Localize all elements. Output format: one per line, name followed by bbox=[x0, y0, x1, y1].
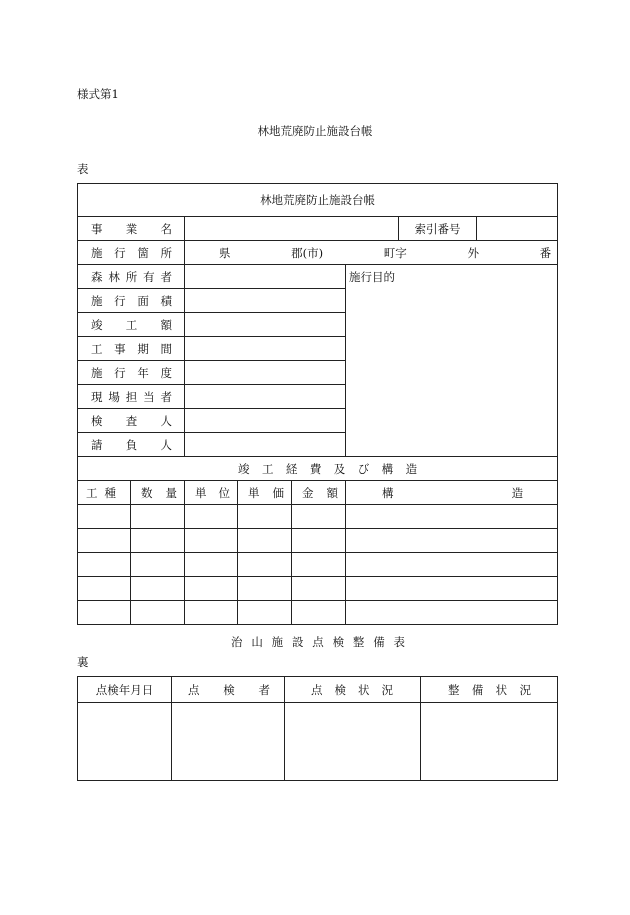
label-char: 行 bbox=[114, 293, 126, 308]
label-char: 業 bbox=[125, 221, 138, 236]
label-char: 検 bbox=[334, 682, 346, 697]
document-title: 林地荒廃防止施設台帳 bbox=[257, 124, 373, 138]
location-outer: 外 bbox=[467, 245, 479, 260]
label-char: 構 bbox=[381, 461, 394, 476]
label-char: 量 bbox=[165, 485, 177, 500]
maintenance-status-cell[interactable] bbox=[421, 703, 558, 781]
cost-cell[interactable] bbox=[78, 577, 131, 601]
cost-cell[interactable] bbox=[238, 505, 292, 529]
label-char: 当 bbox=[143, 389, 155, 404]
inspection-status-cell[interactable] bbox=[285, 703, 421, 781]
col-unit-price bbox=[238, 481, 292, 505]
facility-ledger-table bbox=[77, 183, 558, 625]
label-char: 箇 bbox=[137, 245, 149, 260]
forest-owner-label bbox=[78, 265, 185, 289]
label-char: 検 bbox=[223, 682, 235, 697]
inspector-cell[interactable] bbox=[172, 703, 285, 781]
structure-cell[interactable] bbox=[346, 505, 558, 529]
label-char: 況 bbox=[519, 682, 531, 697]
label-char: 価 bbox=[272, 485, 284, 500]
cost-cell[interactable] bbox=[238, 601, 292, 625]
label-char: 状 bbox=[495, 682, 508, 697]
label-char: 竣 bbox=[238, 461, 250, 476]
label-char: 事 bbox=[91, 221, 103, 236]
location-county: 郡(市) bbox=[291, 245, 324, 260]
label-char: 人 bbox=[160, 437, 172, 452]
col-work-type bbox=[78, 481, 131, 505]
label-char: 工 bbox=[86, 485, 98, 500]
front-side-label: 表 bbox=[77, 162, 89, 176]
label-char: 整 bbox=[352, 635, 365, 649]
cost-cell[interactable] bbox=[78, 505, 131, 529]
label-char: 点 bbox=[311, 682, 323, 697]
label-char: 数 bbox=[141, 485, 153, 500]
cost-row bbox=[78, 553, 558, 577]
purpose-label: 施行目的 bbox=[349, 270, 395, 284]
label-char: 所 bbox=[125, 269, 138, 284]
cost-cell[interactable] bbox=[292, 505, 346, 529]
fiscal-year-field[interactable] bbox=[185, 361, 346, 385]
cost-cell[interactable] bbox=[185, 505, 238, 529]
fiscal-year-label bbox=[78, 361, 185, 385]
cost-cell[interactable] bbox=[78, 553, 131, 577]
label-char: 治 bbox=[231, 635, 243, 649]
inspector-label bbox=[78, 409, 185, 433]
col-quantity bbox=[131, 481, 185, 505]
label-char: 額 bbox=[326, 485, 338, 500]
location-number: 番 bbox=[539, 245, 552, 260]
label-char: 竣 bbox=[91, 317, 103, 332]
label-char: 位 bbox=[218, 485, 230, 500]
structure-cell[interactable] bbox=[346, 601, 558, 625]
label-char: 状 bbox=[358, 682, 370, 697]
label-char: 請 bbox=[91, 437, 103, 452]
label-char: 構 bbox=[382, 485, 394, 500]
location-town: 町字 bbox=[383, 245, 407, 260]
label-char: 年 bbox=[137, 365, 149, 380]
label-char: 種 bbox=[104, 485, 116, 500]
cost-cell[interactable] bbox=[238, 553, 292, 577]
label-char: 森 bbox=[91, 269, 103, 284]
back-side-label: 裏 bbox=[77, 655, 89, 669]
location-label bbox=[78, 241, 185, 265]
index-number-field[interactable] bbox=[477, 217, 558, 241]
cost-cell[interactable] bbox=[292, 529, 346, 553]
location-field[interactable] bbox=[185, 241, 558, 265]
label-char: 負 bbox=[125, 437, 138, 452]
col-maintenance-status bbox=[421, 677, 558, 703]
label-char: 担 bbox=[125, 389, 138, 404]
label-char: 行 bbox=[114, 245, 126, 260]
label-char: 者 bbox=[160, 389, 172, 404]
cost-cell[interactable] bbox=[292, 577, 346, 601]
cost-cell[interactable] bbox=[131, 601, 185, 625]
cost-cell[interactable] bbox=[185, 529, 238, 553]
completion-amount-label bbox=[78, 313, 185, 337]
cost-row bbox=[78, 601, 558, 625]
label-char: 名 bbox=[160, 221, 172, 236]
col-inspection-date: 点検年月日 bbox=[78, 677, 172, 703]
inspection-row bbox=[78, 703, 558, 781]
structure-cell[interactable] bbox=[346, 577, 558, 601]
cost-section-title bbox=[78, 457, 558, 481]
label-char: 造 bbox=[511, 485, 524, 500]
cost-row bbox=[78, 577, 558, 601]
area-field[interactable] bbox=[185, 289, 346, 313]
label-char: 金 bbox=[302, 485, 314, 500]
form-number-label: 様式第1 bbox=[77, 87, 119, 101]
label-char: 場 bbox=[108, 389, 120, 404]
contractor-field[interactable] bbox=[185, 433, 346, 457]
cost-cell[interactable] bbox=[78, 601, 131, 625]
label-char: 単 bbox=[248, 485, 260, 500]
label-char: 検 bbox=[91, 413, 103, 428]
label-char: 人 bbox=[160, 413, 172, 428]
label-char: 施 bbox=[271, 635, 284, 649]
structure-cell[interactable] bbox=[346, 529, 558, 553]
label-char: 工 bbox=[261, 461, 274, 476]
ledger-header: 林地荒廃防止施設台帳 bbox=[78, 184, 558, 217]
label-char: 経 bbox=[285, 461, 298, 476]
cost-cell[interactable] bbox=[131, 553, 185, 577]
label-char: 度 bbox=[160, 365, 172, 380]
label-char: 況 bbox=[381, 682, 393, 697]
label-char: 積 bbox=[160, 293, 172, 308]
label-char: 工 bbox=[91, 341, 103, 356]
col-unit bbox=[185, 481, 238, 505]
label-char: 山 bbox=[251, 635, 263, 649]
cost-cell[interactable] bbox=[292, 601, 346, 625]
cost-cell[interactable] bbox=[185, 601, 238, 625]
col-amount bbox=[292, 481, 346, 505]
location-prefecture: 県 bbox=[219, 245, 231, 260]
project-name-label bbox=[78, 217, 185, 241]
label-char: 点 bbox=[188, 682, 200, 697]
label-char: 施 bbox=[91, 365, 103, 380]
label-char: 表 bbox=[393, 635, 405, 649]
contractor-label bbox=[78, 433, 185, 457]
forest-owner-field[interactable] bbox=[185, 265, 346, 289]
label-char: 査 bbox=[125, 413, 138, 428]
col-inspector bbox=[172, 677, 285, 703]
site-manager-field[interactable] bbox=[185, 385, 346, 409]
site-manager-label bbox=[78, 385, 185, 409]
cost-cell[interactable] bbox=[78, 529, 131, 553]
cost-cell[interactable] bbox=[238, 577, 292, 601]
cost-cell[interactable] bbox=[185, 577, 238, 601]
label-char: 施 bbox=[91, 293, 103, 308]
label-char: 者 bbox=[160, 269, 172, 284]
inspector-field[interactable] bbox=[185, 409, 346, 433]
label-char: 行 bbox=[114, 365, 126, 380]
project-name-field[interactable] bbox=[185, 217, 399, 241]
label-char: 費 bbox=[309, 461, 322, 476]
index-number-label: 索引番号 bbox=[399, 217, 477, 241]
label-char: 設 bbox=[291, 635, 304, 649]
label-char: 額 bbox=[160, 317, 172, 332]
label-char: 備 bbox=[471, 682, 484, 697]
label-char: 施 bbox=[91, 245, 103, 260]
label-char: 点 bbox=[312, 635, 324, 649]
cost-row bbox=[78, 529, 558, 553]
col-structure bbox=[346, 481, 558, 505]
label-char: 者 bbox=[258, 682, 270, 697]
purpose-field[interactable] bbox=[346, 265, 558, 457]
label-char: 間 bbox=[160, 341, 172, 356]
label-char: 現 bbox=[91, 389, 103, 404]
cost-row bbox=[78, 505, 558, 529]
label-char: 林 bbox=[108, 269, 120, 284]
label-char: 期 bbox=[137, 341, 149, 356]
label-char: び bbox=[357, 461, 370, 476]
cost-cell[interactable] bbox=[185, 553, 238, 577]
inspection-date-cell[interactable] bbox=[78, 703, 172, 781]
label-char: 検 bbox=[332, 635, 345, 649]
label-char: 単 bbox=[195, 485, 207, 500]
col-inspection-status bbox=[285, 677, 421, 703]
label-char: 有 bbox=[143, 269, 155, 284]
cost-cell[interactable] bbox=[292, 553, 346, 577]
cost-cell[interactable] bbox=[131, 529, 185, 553]
label-char: 所 bbox=[160, 245, 172, 260]
label-char: 及 bbox=[333, 461, 346, 476]
area-label bbox=[78, 289, 185, 313]
label-char: 面 bbox=[137, 293, 149, 308]
inspection-table bbox=[77, 676, 558, 781]
label-char: 整 bbox=[448, 682, 460, 697]
label-char: 造 bbox=[405, 461, 418, 476]
construction-period-field[interactable] bbox=[185, 337, 346, 361]
label-char: 事 bbox=[114, 341, 126, 356]
construction-period-label bbox=[78, 337, 185, 361]
inspection-table-title bbox=[77, 634, 557, 650]
cost-cell[interactable] bbox=[131, 505, 185, 529]
label-char: 工 bbox=[125, 317, 138, 332]
cost-cell[interactable] bbox=[238, 529, 292, 553]
structure-cell[interactable] bbox=[346, 553, 558, 577]
cost-cell[interactable] bbox=[131, 577, 185, 601]
completion-amount-field[interactable] bbox=[185, 313, 346, 337]
label-char: 備 bbox=[373, 635, 385, 649]
